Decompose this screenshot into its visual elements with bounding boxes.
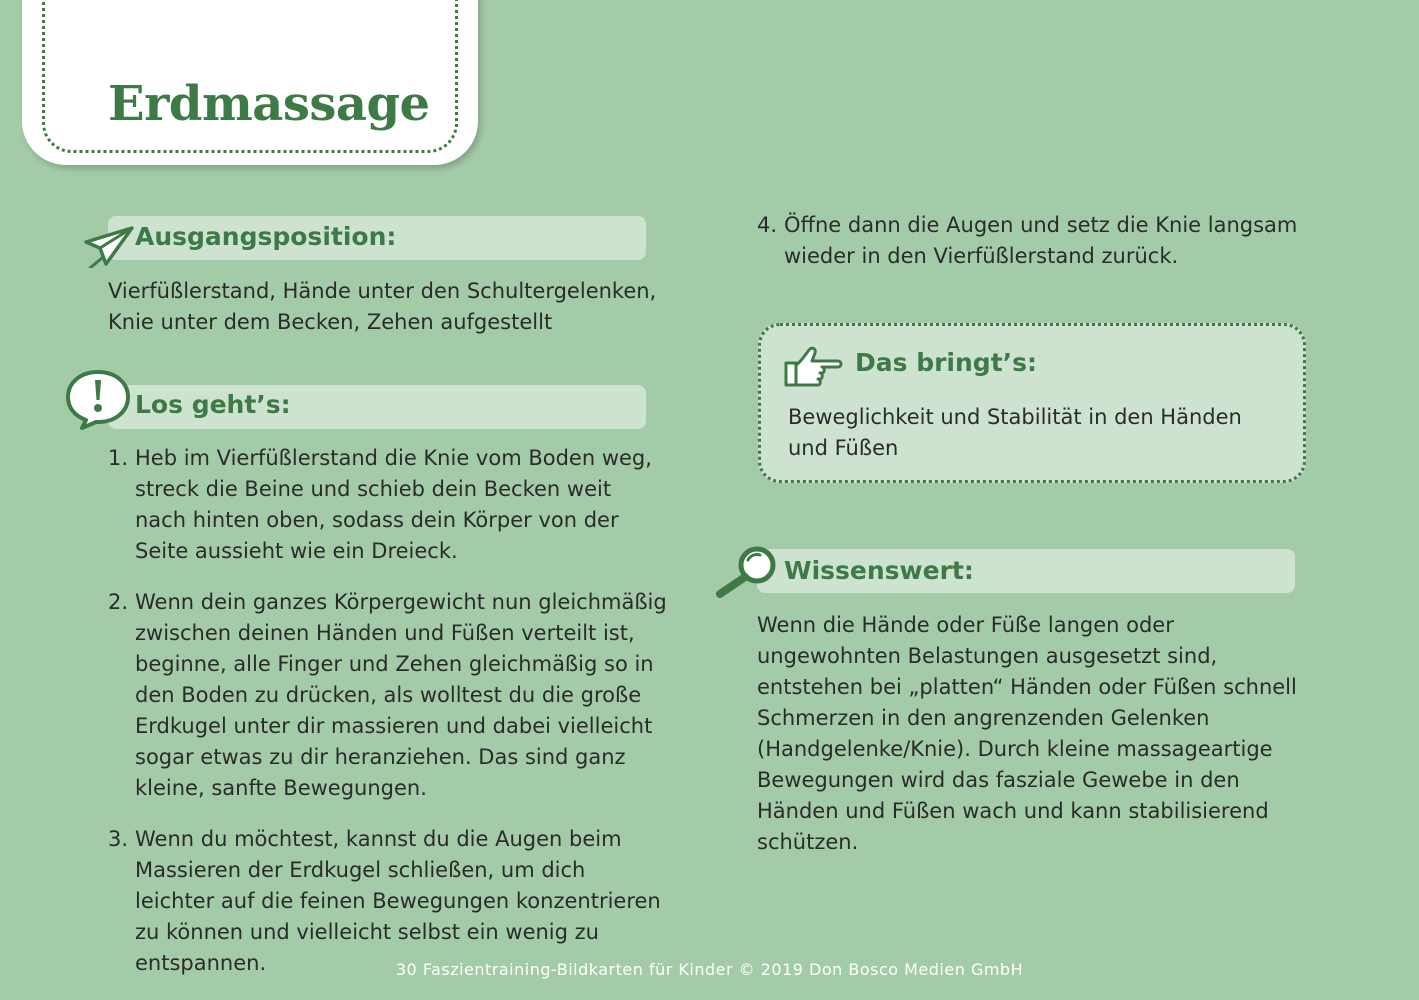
worth-knowing-heading: Wissenswert: [784, 556, 974, 585]
magnifying-glass-icon [716, 544, 780, 600]
page-title: Erdmassage [108, 76, 430, 132]
benefit-text: Beweglichkeit und Stabilität in den Händen und Füßen [788, 405, 1242, 460]
list-item [108, 824, 668, 979]
step-text: Öffne dann die Augen und setz die Knie langsam wieder in den Vierfüßlerstand zurück. [784, 213, 1298, 268]
step-number: 1. [108, 446, 129, 470]
lets-go-heading: Los geht’s: [135, 390, 291, 419]
pointing-hand-icon [782, 343, 844, 389]
exclamation-speech-bubble-icon [64, 366, 132, 430]
step-text: Wenn du möchtest, kannst du die Augen beim Massieren der Erdkugel schließen, um dich leichter auf die feinen Bewegungen konzentrieren zu können und vielleicht selbst ein wenig zu entspannen. [135, 827, 661, 975]
step-text: Heb im Vierfüßlerstand die Knie vom Boden weg, streck die Beine und schieb dein Becken weit nach hinten oben, sodass dein Körper von der Seite aussieht wie ein Dreieck. [135, 446, 652, 563]
footer-copyright: 30 Faszientraining-Bildkarten für Kinder © 2019 Don Bosco Medien GmbH [395, 960, 1024, 979]
steps-list-left [108, 443, 668, 999]
paper-plane-icon [82, 224, 136, 268]
step-number: 4. [757, 213, 778, 237]
list-item [108, 587, 668, 804]
steps-list-right [757, 210, 1302, 292]
start-position-text: Vierfüßlerstand, Hände unter den Schultergelenken, Knie unter dem Becken, Zehen aufgestellt [108, 279, 657, 334]
step-text: Wenn dein ganzes Körpergewicht nun gleichmäßig zwischen deinen Händen und Füßen verteilt ist, beginne, alle Finger und Zehen gleichmäßig so in den Boden zu drücken, als wolltest du die große Erdkugel unter dir massieren und dabei vielleicht sogar etwas zu dir heranziehen. Das sind ganz kleine, sanfte Bewegungen. [135, 590, 667, 800]
step-number: 3. [108, 827, 129, 851]
worth-knowing-text: Wenn die Hände oder Füße langen oder ungewohnten Belastungen ausgesetzt sind, entstehen bei „platten“ Händen oder Füßen schnell Schmerzen in den angrenzenden Gelenken (Handgelenke/Knie). Durch kleine massageartige Bewegungen wird das fasziale Gewebe in den Händen und Füßen wach und kann stabilisierend schützen. [757, 613, 1297, 854]
start-position-heading: Ausgangsposition: [135, 222, 397, 251]
list-item [757, 210, 1302, 272]
list-item [108, 443, 668, 567]
benefit-heading: Das bringt’s: [855, 348, 1038, 377]
step-number: 2. [108, 590, 129, 614]
